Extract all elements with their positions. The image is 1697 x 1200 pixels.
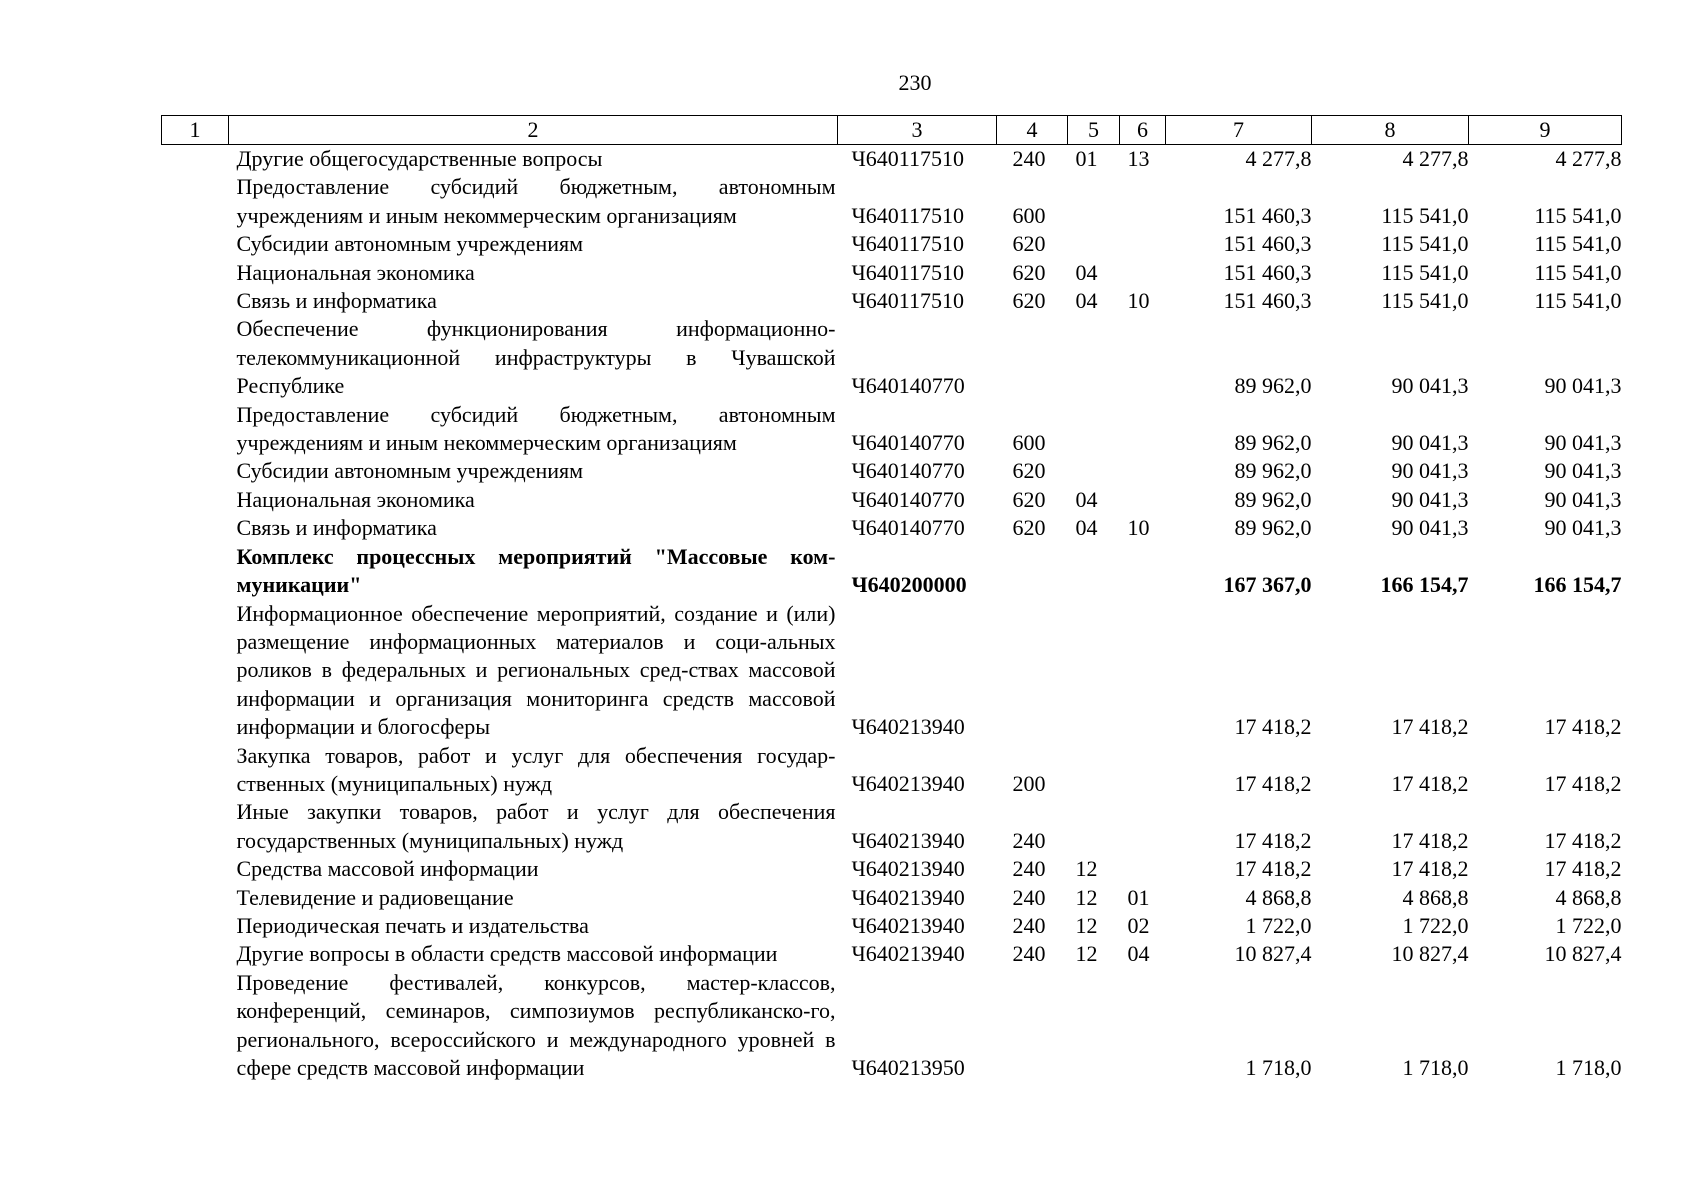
cell-amount-col-9: 90 041,3 — [1544, 373, 1622, 399]
cell-col-1 — [162, 543, 229, 600]
table-row — [162, 742, 1622, 799]
cell-subsection: 01 — [1127, 884, 1150, 910]
cell-amount-col-8: 17 418,2 — [1391, 770, 1469, 796]
page-number: 230 — [898, 70, 932, 95]
cell-subsection — [1120, 543, 1166, 600]
cell-target-code: Ч640140770 — [851, 458, 965, 484]
cell-amount-col-7: 89 962,0 — [1234, 515, 1312, 541]
cell-subsection: 02 — [1127, 912, 1150, 938]
cell-subsection: 13 — [1127, 146, 1150, 171]
cell-expense-type: 620 — [1012, 259, 1046, 285]
cell-amount-col-8: 166 154,7 — [1380, 572, 1469, 598]
cell-target-code: Ч640117510 — [851, 259, 964, 285]
cell-amount-col-8: 17 418,2 — [1391, 856, 1469, 882]
table-row — [162, 145, 1622, 174]
cell-expense-type: 620 — [1012, 515, 1046, 541]
cell-amount-col-9: 17 418,2 — [1544, 714, 1622, 740]
cell-amount-col-8: 115 541,0 — [1381, 288, 1469, 314]
cell-target-code: Ч640213950 — [851, 1055, 965, 1080]
cell-col-1 — [162, 742, 229, 799]
table-body — [162, 145, 1622, 1083]
cell-amount-col-7: 89 962,0 — [1234, 373, 1312, 399]
table-row — [162, 514, 1622, 542]
header-col-8: 8 — [1312, 116, 1469, 145]
cell-amount-col-9: 115 541,0 — [1534, 259, 1622, 285]
cell-target-code: Ч640140770 — [851, 373, 965, 399]
table-header — [162, 116, 1622, 145]
cell-amount-col-9: 115 541,0 — [1534, 231, 1622, 257]
cell-col-1 — [162, 969, 229, 1083]
table-row — [162, 855, 1622, 883]
cell-item-name: Связь и информатика — [236, 288, 437, 314]
table-row — [162, 940, 1622, 968]
cell-col-1 — [162, 884, 229, 912]
cell-amount-col-8: 17 418,2 — [1391, 827, 1469, 853]
cell-amount-col-8: 4 277,8 — [1402, 146, 1469, 171]
cell-col-1 — [162, 514, 229, 542]
cell-amount-col-9: 17 418,2 — [1544, 856, 1622, 882]
cell-amount-col-9: 17 418,2 — [1544, 827, 1622, 853]
cell-section — [1068, 600, 1120, 742]
cell-amount-col-8: 90 041,3 — [1391, 458, 1469, 484]
cell-amount-col-8: 1 718,0 — [1402, 1055, 1469, 1080]
cell-expense-type — [997, 543, 1068, 600]
cell-amount-col-7: 17 418,2 — [1234, 714, 1312, 740]
cell-subsection — [1120, 230, 1166, 258]
cell-amount-col-7: 1 718,0 — [1245, 1055, 1312, 1080]
cell-target-code: Ч640117510 — [851, 231, 964, 257]
cell-amount-col-8: 1 722,0 — [1402, 912, 1469, 938]
cell-expense-type: 240 — [1012, 146, 1046, 171]
cell-expense-type: 240 — [1012, 856, 1046, 882]
cell-expense-type: 620 — [1012, 486, 1046, 512]
header-col-6: 6 — [1120, 116, 1166, 145]
table-row — [162, 543, 1622, 600]
cell-expense-type: 620 — [1012, 288, 1046, 314]
cell-amount-col-9: 115 541,0 — [1534, 202, 1622, 228]
cell-section: 12 — [1075, 912, 1098, 938]
cell-subsection — [1120, 315, 1166, 400]
cell-amount-col-7: 89 962,0 — [1234, 430, 1312, 456]
cell-amount-col-9: 4 868,8 — [1555, 884, 1622, 910]
cell-target-code: Ч640117510 — [851, 288, 964, 314]
cell-item-name: Комплекс процессных мероприятий "Массовые ком-муникации" — [236, 543, 836, 598]
cell-item-name: Средства массовой информации — [236, 856, 539, 882]
cell-expense-type: 240 — [1012, 827, 1046, 853]
cell-subsection — [1120, 855, 1166, 883]
cell-amount-col-9: 10 827,4 — [1544, 941, 1622, 967]
cell-section — [1068, 457, 1120, 485]
cell-amount-col-7: 151 460,3 — [1223, 231, 1312, 257]
cell-item-name: Иные закупки товаров, работ и услуг для обеспечения государственных (муниципальных) нужд — [236, 799, 836, 853]
cell-section: 12 — [1075, 941, 1098, 967]
cell-item-name: Проведение фестивалей, конкурсов, мастер-классов, конференций, семинаров, симпозиумов республиканско-го, регионального, всероссийского и международного уровней в сфере средств массовой информации — [236, 969, 836, 1080]
cell-section — [1068, 969, 1120, 1083]
cell-expense-type: 240 — [1012, 941, 1046, 967]
table-row — [162, 912, 1622, 940]
cell-amount-col-7: 167 367,0 — [1223, 572, 1312, 598]
cell-amount-col-9: 1 722,0 — [1555, 912, 1622, 938]
cell-section: 12 — [1075, 856, 1098, 882]
cell-expense-type: 200 — [1012, 770, 1046, 796]
cell-target-code: Ч640140770 — [851, 486, 965, 512]
cell-amount-col-7: 89 962,0 — [1234, 486, 1312, 512]
header-col-1: 1 — [162, 116, 229, 145]
cell-target-code: Ч640200000 — [851, 572, 967, 598]
cell-item-name: Обеспечение функционирования информационно-телекоммуникационной инфраструктуры в Чувашской Республике — [236, 316, 836, 399]
cell-col-1 — [162, 912, 229, 940]
table-row — [162, 457, 1622, 485]
header-col-4: 4 — [997, 116, 1068, 145]
cell-col-1 — [162, 940, 229, 968]
cell-subsection — [1120, 969, 1166, 1083]
header-col-7: 7 — [1166, 116, 1312, 145]
cell-item-name: Предоставление субсидий бюджетным, автономным учреждениям и иным некоммерческим организациям — [236, 174, 836, 228]
cell-subsection: 10 — [1127, 288, 1150, 314]
cell-amount-col-7: 89 962,0 — [1234, 458, 1312, 484]
cell-item-name: Субсидии автономным учреждениям — [236, 458, 584, 484]
cell-amount-col-7: 1 722,0 — [1245, 912, 1312, 938]
cell-section: 04 — [1075, 486, 1098, 512]
cell-subsection — [1120, 742, 1166, 799]
cell-amount-col-7: 17 418,2 — [1234, 770, 1312, 796]
cell-amount-col-8: 17 418,2 — [1391, 714, 1469, 740]
cell-section: 01 — [1075, 146, 1098, 171]
table-row — [162, 287, 1622, 315]
cell-subsection — [1120, 401, 1166, 458]
cell-subsection — [1120, 259, 1166, 287]
cell-target-code: Ч640213940 — [851, 714, 965, 740]
cell-section: 12 — [1075, 884, 1098, 910]
cell-subsection: 10 — [1127, 515, 1150, 541]
table-row — [162, 884, 1622, 912]
cell-subsection: 04 — [1127, 941, 1150, 967]
cell-section: 04 — [1075, 259, 1098, 285]
cell-target-code: Ч640213940 — [851, 770, 965, 796]
cell-amount-col-9: 1 718,0 — [1555, 1055, 1622, 1080]
cell-amount-col-9: 90 041,3 — [1544, 430, 1622, 456]
cell-target-code: Ч640140770 — [851, 515, 965, 541]
cell-amount-col-7: 17 418,2 — [1234, 856, 1312, 882]
cell-expense-type: 620 — [1012, 458, 1046, 484]
cell-expense-type — [997, 600, 1068, 742]
cell-item-name: Субсидии автономным учреждениям — [236, 231, 584, 257]
cell-col-1 — [162, 315, 229, 400]
cell-amount-col-9: 90 041,3 — [1544, 515, 1622, 541]
cell-amount-col-8: 115 541,0 — [1381, 202, 1469, 228]
header-col-3: 3 — [838, 116, 997, 145]
header-row — [162, 116, 1622, 145]
table-row — [162, 600, 1622, 742]
budget-table — [161, 115, 1622, 1082]
table-row — [162, 173, 1622, 230]
cell-expense-type — [997, 969, 1068, 1083]
table-row — [162, 230, 1622, 258]
cell-amount-col-8: 90 041,3 — [1391, 515, 1469, 541]
cell-amount-col-9: 4 277,8 — [1555, 146, 1622, 171]
cell-item-name: Связь и информатика — [236, 515, 437, 541]
cell-section — [1068, 173, 1120, 230]
cell-item-name: Другие вопросы в области средств массовой информации — [236, 941, 778, 967]
cell-section: 04 — [1075, 515, 1098, 541]
cell-col-1 — [162, 145, 229, 174]
cell-col-1 — [162, 287, 229, 315]
cell-expense-type: 600 — [1012, 430, 1046, 456]
cell-section — [1068, 798, 1120, 855]
cell-col-1 — [162, 855, 229, 883]
cell-col-1 — [162, 600, 229, 742]
cell-col-1 — [162, 259, 229, 287]
cell-amount-col-8: 4 868,8 — [1402, 884, 1469, 910]
cell-subsection — [1120, 600, 1166, 742]
cell-amount-col-8: 115 541,0 — [1381, 259, 1469, 285]
table-row — [162, 259, 1622, 287]
cell-section — [1068, 401, 1120, 458]
cell-col-1 — [162, 457, 229, 485]
cell-item-name: Информационное обеспечение мероприятий, создание и (или) размещение информационных материалов и соци-альных роликов в федеральных и региональных сред-ствах массовой информации и организация мониторинга средств массовой информации и блогосферы — [236, 600, 836, 740]
cell-target-code: Ч640213940 — [851, 827, 965, 853]
cell-col-1 — [162, 401, 229, 458]
cell-amount-col-9: 115 541,0 — [1534, 288, 1622, 314]
cell-item-name: Периодическая печать и издательства — [236, 912, 589, 938]
cell-expense-type: 620 — [1012, 231, 1046, 257]
cell-item-name: Национальная экономика — [236, 486, 475, 512]
cell-amount-col-7: 151 460,3 — [1223, 202, 1312, 228]
cell-item-name: Другие общегосударственные вопросы — [236, 146, 603, 171]
cell-target-code: Ч640213940 — [851, 941, 965, 967]
cell-section: 04 — [1075, 288, 1098, 314]
table-row — [162, 401, 1622, 458]
cell-item-name: Предоставление субсидий бюджетным, автономным учреждениям и иным некоммерческим организациям — [236, 401, 836, 456]
cell-target-code: Ч640117510 — [851, 202, 964, 228]
cell-col-1 — [162, 798, 229, 855]
cell-amount-col-8: 90 041,3 — [1391, 430, 1469, 456]
cell-amount-col-8: 115 541,0 — [1381, 231, 1469, 257]
cell-amount-col-7: 4 868,8 — [1245, 884, 1312, 910]
header-col-9: 9 — [1469, 116, 1622, 145]
cell-target-code: Ч640213940 — [851, 856, 965, 882]
cell-target-code: Ч640140770 — [851, 430, 965, 456]
cell-amount-col-8: 10 827,4 — [1391, 941, 1469, 967]
cell-subsection — [1120, 173, 1166, 230]
cell-expense-type: 240 — [1012, 912, 1046, 938]
cell-section — [1068, 742, 1120, 799]
cell-amount-col-8: 90 041,3 — [1391, 486, 1469, 512]
cell-col-1 — [162, 486, 229, 514]
cell-subsection — [1120, 457, 1166, 485]
cell-amount-col-7: 151 460,3 — [1223, 288, 1312, 314]
cell-amount-col-7: 151 460,3 — [1223, 259, 1312, 285]
cell-col-1 — [162, 230, 229, 258]
cell-amount-col-7: 10 827,4 — [1234, 941, 1312, 967]
cell-target-code: Ч640117510 — [851, 146, 964, 171]
cell-item-name: Закупка товаров, работ и услуг для обеспечения государ-ственных (муниципальных) нужд — [236, 742, 836, 796]
header-col-2: 2 — [229, 116, 838, 145]
table-row — [162, 486, 1622, 514]
cell-expense-type: 240 — [1012, 884, 1046, 910]
cell-target-code: Ч640213940 — [851, 884, 965, 910]
table-row — [162, 315, 1622, 400]
cell-section — [1068, 543, 1120, 600]
cell-amount-col-7: 17 418,2 — [1234, 827, 1312, 853]
cell-col-1 — [162, 173, 229, 230]
cell-item-name: Национальная экономика — [236, 259, 475, 285]
cell-amount-col-7: 4 277,8 — [1245, 146, 1312, 171]
cell-amount-col-9: 17 418,2 — [1544, 770, 1622, 796]
cell-target-code: Ч640213940 — [851, 912, 965, 938]
header-col-5: 5 — [1068, 116, 1120, 145]
cell-amount-col-8: 90 041,3 — [1391, 373, 1469, 399]
table-row — [162, 969, 1622, 1083]
cell-subsection — [1120, 798, 1166, 855]
cell-amount-col-9: 166 154,7 — [1533, 572, 1622, 598]
cell-expense-type: 600 — [1012, 202, 1046, 228]
table-row — [162, 798, 1622, 855]
cell-section — [1068, 315, 1120, 400]
cell-subsection — [1120, 486, 1166, 514]
cell-item-name: Телевидение и радиовещание — [236, 884, 514, 910]
cell-section — [1068, 230, 1120, 258]
cell-amount-col-9: 90 041,3 — [1544, 486, 1622, 512]
cell-amount-col-9: 90 041,3 — [1544, 458, 1622, 484]
cell-expense-type — [997, 315, 1068, 400]
